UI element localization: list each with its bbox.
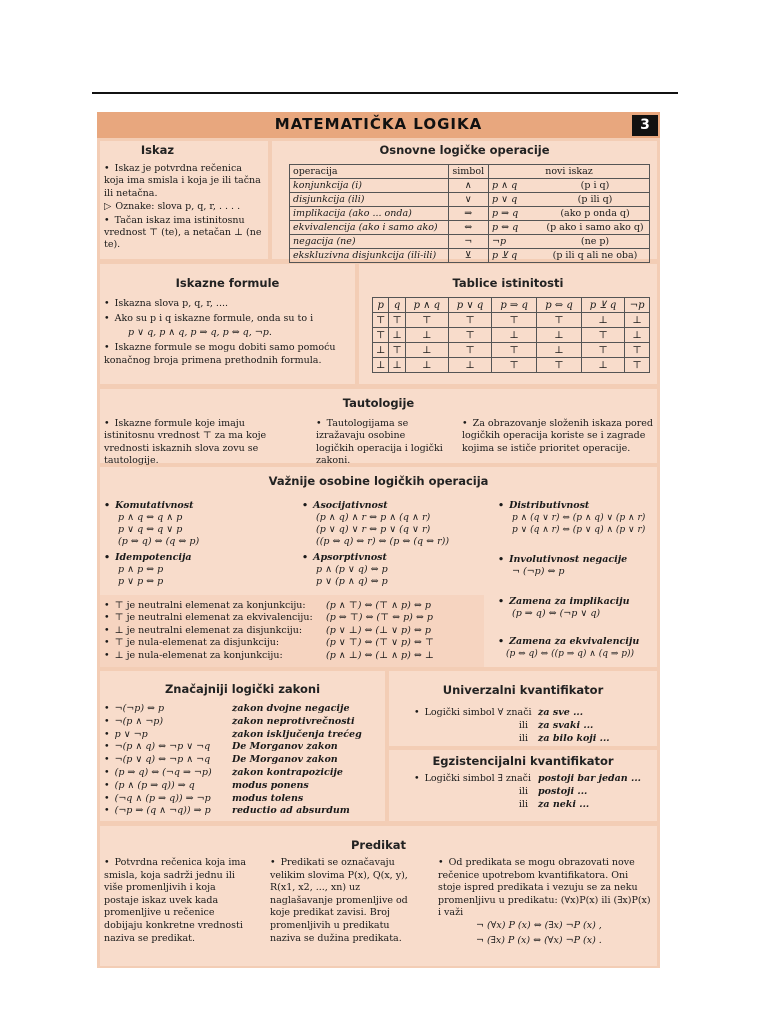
asocijativnost-line-2: (p ∨ q) ∨ r ⇔ p ∨ (q ∨ r) (316, 524, 431, 535)
komutativnost-name: • Komutativnost (104, 500, 294, 512)
asocijativnost-block (302, 500, 497, 548)
operacija-symbol: ∨ (448, 193, 489, 207)
zakon-name: De Morganov zakon (232, 754, 338, 766)
truth-cell: ⊥ (405, 358, 448, 373)
komutativnost-line-2: p ∨ q ⇔ q ∨ p (118, 524, 183, 535)
zakon-name: zakon isključenja trećeg (232, 728, 362, 740)
operacija-row (290, 207, 650, 221)
zamena-ekv-line: (p ⇔ q) ⇔ ((p ⇒ q) ∧ (q ⇒ p)) (506, 649, 635, 659)
zakon-formula: • (¬q ∧ (p ⇒ q)) ⇒ ¬p (104, 793, 232, 806)
operacija-reading: (ne p) (541, 235, 649, 249)
operacija-reading: (p ili q ali ne oba) (541, 249, 649, 263)
distributivnost-line-2: p ∨ (q ∧ r) ⇔ (p ∨ q) ∧ (p ∨ r) (512, 525, 646, 535)
tablice-heading: Tablice istinitosti (452, 276, 564, 290)
egzistencijalni-row (414, 786, 654, 799)
zakon-row (104, 729, 382, 742)
zakon-row (104, 780, 382, 793)
apsorptivnost-block (302, 552, 497, 588)
truth-row (373, 328, 650, 343)
zakon-name: modus ponens (232, 779, 309, 791)
predikat-col3: • Od predikata se mogu obrazovati nove rečenice upotrebom kvantifikatora. Oni stoje ispred predikata i vezuju se za neku promenljivu u predikatu: (∀x)P(x) ili (∃x)P(x) i važi (438, 857, 652, 920)
operacija-row (290, 249, 650, 263)
osobine-heading: Važnije osobine logičkih operacija (268, 474, 489, 488)
komutativnost-block (104, 500, 294, 548)
iskaz-text (104, 163, 264, 253)
tautologije-col1: • Iskazne formule koje imaju istinitosnu vrednost ⊤ za ma koje vrednosti iskaznih slova zovu se tautologije. (104, 418, 292, 468)
truth-cell: ⊤ (448, 343, 491, 358)
neutral-formula: (p ∧ ⊤) ⇔ (⊤ ∧ p) ⇔ p (326, 600, 431, 611)
col-novi-iskaz: novi iskaz (489, 165, 650, 179)
idempotencija-block (104, 552, 294, 588)
zakon-row (104, 703, 382, 716)
formule-item-4: • Iskazne formule se mogu dobiti samo pomoću konačnog broja primena prethodnih formula. (104, 341, 349, 368)
neutral-statement: • ⊤ je nula-elemenat za disjunkciju: (104, 637, 326, 649)
egzistencijalni-or: ili (518, 799, 528, 810)
neutral-statement: • ⊤ je neutralni elemenat za ekvivalenciju: (104, 612, 326, 624)
truth-cell: ⊥ (537, 343, 582, 358)
zakon-row (104, 741, 382, 754)
truth-cell: ⊥ (373, 343, 389, 358)
involutivnost-block (498, 554, 656, 578)
zakon-name: zakon kontrapozicije (232, 766, 343, 778)
operacije-header-row (290, 165, 650, 179)
operacija-name: ekskluzivna disjunkcija (ili-ili) (290, 249, 449, 263)
asocijativnost-name: • Asocijativnost (302, 500, 497, 512)
truth-cell: ⊤ (389, 343, 405, 358)
univerzalni-row (414, 720, 654, 733)
neutral-formula: (p ∧ ⊥) ⇔ (⊥ ∧ p) ⇔ ⊥ (326, 649, 434, 661)
involutivnost-line-1: ¬ (¬p) ⇔ p (512, 566, 565, 577)
neutral-statement: • ⊥ je nula-elemenat za konjunkciju: (104, 650, 326, 662)
truth-cell: ⊥ (405, 328, 448, 343)
univerzalni-meaning: za svaki ... (538, 720, 594, 731)
truth-cell: ⊥ (581, 358, 624, 373)
predikat-col2: • Predikati se označavaju velikim slovima P(x), Q(x, y), R(x1, x2, ..., xn) uz naglašavanje promenljive od koje predikat zavisi. Broj promenljivih u predikatu naziva se dužina predikata. (270, 857, 416, 945)
apsorptivnost-line-1: p ∧ (p ∨ q) ⇔ p (316, 564, 388, 575)
truth-cell: ⊤ (581, 328, 624, 343)
truth-row (373, 358, 650, 373)
iskaz-item-1: • Iskaz je potvrdna rečenica koja ima smisla i koja je ili tačna ili netačna. (104, 163, 264, 200)
formule-text (104, 297, 349, 369)
neutral-row (104, 612, 482, 624)
zakon-formula: • ¬(p ∧ q) ⇔ ¬p ∨ ¬q (104, 741, 232, 754)
zakon-name: De Morganov zakon (232, 741, 338, 753)
apsorptivnost-line-2: p ∨ (p ∧ q) ⇔ p (316, 576, 388, 587)
univerzalni-body (414, 707, 654, 746)
neutral-formula: (p ∨ ⊤) ⇔ (⊤ ∨ p) ⇔ ⊤ (326, 637, 434, 649)
operacija-reading: (p i q) (541, 179, 649, 193)
operacija-reading: (ako p onda q) (541, 207, 649, 221)
zamena-ekv-name: • Zamena za ekvivalenciju (498, 636, 656, 648)
truth-cell: ⊤ (373, 328, 389, 343)
zamena-impl-line: (p ⇒ q) ⇔ (¬p ∨ q) (512, 608, 601, 619)
neutral-row (104, 625, 482, 637)
truth-cell: ⊤ (625, 343, 650, 358)
zakon-row (104, 754, 382, 767)
zamena-impl-block (498, 596, 656, 620)
predikat-col1: • Potvrdna rečenica koja ima smisla, koja sadrži jednu ili više promenljivih i koja postaje iskaz uvek kada promenljive u rečenice dobijaju konkretne vrednosti naziva se predikat. (104, 857, 250, 945)
truth-cell: ⊤ (537, 358, 582, 373)
komutativnost-line-1: p ∧ q ⇔ q ∧ p (118, 512, 183, 523)
egzistencijalni-meaning: za neki ... (538, 799, 590, 810)
operacija-expression: ¬p (489, 235, 542, 249)
truth-cell: ⊤ (492, 313, 537, 328)
neutral-row (104, 600, 482, 612)
truth-cell: ⊥ (625, 328, 650, 343)
operacija-symbol: ⊻ (448, 249, 489, 263)
operacija-row (290, 193, 650, 207)
operacija-name: ekvivalencija (ako i samo ako) (290, 221, 449, 235)
operacija-name: disjunkcija (ili) (290, 193, 449, 207)
iskaz-item-3: • Tačan iskaz ima istinitosnu vrednost ⊤ (te), a netačan ⊥ (ne te). (104, 215, 264, 252)
operacija-expression: p ⇒ q (489, 207, 542, 221)
page-title: MATEMATIČKA LOGIKA (274, 115, 483, 133)
neutral-row (104, 637, 482, 649)
komutativnost-line-3: (p ⇔ q) ⇔ (q ⇔ p) (118, 536, 200, 547)
idempotencija-line-2: p ∨ p ⇔ p (118, 576, 164, 587)
egzistencijalni-or: ili (518, 786, 528, 797)
zakon-row (104, 767, 382, 780)
truth-cell: ⊥ (537, 328, 582, 343)
neutral-list (104, 600, 482, 662)
egzistencijalni-meaning: postoji ... (538, 786, 588, 797)
operacija-reading: (p ako i samo ako q) (541, 221, 649, 235)
egzistencijalni-body (414, 773, 654, 812)
operacija-symbol: ⇒ (448, 207, 489, 221)
truth-cell: ⊤ (537, 313, 582, 328)
truth-cell: ⊥ (492, 328, 537, 343)
truth-cell: ⊤ (389, 313, 405, 328)
truth-cell: ⊤ (448, 328, 491, 343)
col-operacija: operacija (290, 165, 449, 179)
neutral-formula: (p ∨ ⊥) ⇔ (⊥ ∨ p) ⇔ p (326, 624, 431, 636)
zakon-row (104, 793, 382, 806)
involutivnost-name: • Involutivnost negacije (498, 554, 656, 566)
zamena-ekv-block (498, 636, 656, 660)
truth-cell: ⊥ (389, 358, 405, 373)
zakon-name: zakon neprotivrečnosti (232, 715, 355, 727)
predikat-formula-1: ¬ (∀x) P (x) ⇔ (∃x) ¬P (x) , (476, 920, 602, 931)
iskaz-heading: Iskaz (140, 143, 175, 157)
truth-cell: ⊥ (405, 343, 448, 358)
truth-header-cell: p ∧ q (405, 298, 448, 313)
truth-header-cell: p ⇒ q (492, 298, 537, 313)
truth-cell: ⊤ (625, 358, 650, 373)
distributivnost-line-1: p ∧ (q ∨ r) ⇔ (p ∧ q) ∨ (p ∧ r) (512, 513, 646, 523)
egzistencijalni-lead: • Logički simbol ∃ znači (414, 773, 538, 786)
egzistencijalni-row (414, 773, 654, 786)
asocijativnost-line-1: (p ∧ q) ∧ r ⇔ p ∧ (q ∧ r) (316, 512, 431, 523)
truth-cell: ⊤ (492, 358, 537, 373)
truth-cell: ⊥ (625, 313, 650, 328)
univerzalni-or: ili (518, 720, 528, 731)
formule-item-1: • Iskazna slova p, q, r, .... (104, 297, 349, 311)
operacija-name: konjunkcija (i) (290, 179, 449, 193)
operacija-symbol: ∧ (448, 179, 489, 193)
operacije-table (289, 164, 650, 263)
truth-header-cell: p ⇔ q (537, 298, 582, 313)
truth-cell: ⊥ (373, 358, 389, 373)
operacija-expression: p ⊻ q (489, 249, 542, 263)
univerzalni-lead: • Logički simbol ∀ znači (414, 707, 538, 720)
truth-header-cell: p ⊻ q (581, 298, 624, 313)
univerzalni-meaning: za bilo koji ... (538, 733, 610, 744)
neutral-statement: • ⊥ je neutralni elemenat za disjunkciju: (104, 625, 326, 637)
univerzalni-or: ili (518, 733, 528, 744)
operacija-expression: p ⇔ q (489, 221, 542, 235)
iskaz-item-2: ▷ Oznake: slova p, q, r, . . . . (104, 201, 264, 213)
zakon-formula: • ¬(p ∨ q) ⇔ ¬p ∧ ¬q (104, 754, 232, 767)
univerzalni-meaning: za sve ... (538, 707, 583, 718)
zakon-formula: • ¬(¬p) ⇔ p (104, 703, 232, 716)
apsorptivnost-name: • Apsorptivnost (302, 552, 497, 564)
idempotencija-line-1: p ∧ p ⇔ p (118, 564, 164, 575)
operacija-reading: (p ili q) (541, 193, 649, 207)
zakon-name: zakon dvojne negacije (232, 703, 350, 714)
operacija-symbol: ⇔ (448, 221, 489, 235)
predikat-heading: Predikat (351, 838, 406, 852)
distributivnost-name: • Distributivnost (498, 500, 656, 512)
formule-item-2: • Ako su p i q iskazne formule, onda su to i (104, 312, 349, 326)
idempotencija-name: • Idempotencija (104, 552, 294, 564)
zamena-impl-name: • Zamena za implikaciju (498, 596, 656, 608)
operacija-expression: p ∨ q (489, 193, 542, 207)
zakoni-list (104, 703, 382, 818)
neutral-row (104, 650, 482, 662)
truth-row (373, 313, 650, 328)
truth-cell: ⊥ (389, 328, 405, 343)
truth-cell: ⊤ (492, 343, 537, 358)
truth-header-cell: q (389, 298, 405, 313)
truth-header-cell: ¬p (625, 298, 650, 313)
asocijativnost-line-3: ((p ⇔ q) ⇔ r) ⇔ (p ⇔ (q ⇔ r)) (316, 536, 450, 547)
zakon-name: modus tolens (232, 792, 304, 804)
neutral-formula: (p ⇔ ⊤) ⇔ (⊤ ⇔ p) ⇔ p (326, 612, 433, 624)
truth-cell: ⊥ (448, 358, 491, 373)
truth-row (373, 343, 650, 358)
truth-header-cell: p ∨ q (448, 298, 491, 313)
neutral-statement: • ⊤ je neutralni elemenat za konjunkciju: (104, 600, 326, 612)
tautologije-col2: • Tautologijama se izražavaju osobine logičkih operacija i logički zakoni. (316, 418, 446, 468)
tautologije-col3: • Za obrazovanje složenih iskaza pored logičkih operacija koriste se i zagrade kojima se ističe prioritet operacije. (462, 418, 654, 455)
truth-cell: ⊤ (405, 313, 448, 328)
page-number: 3 (632, 115, 658, 136)
title-bar (97, 112, 660, 138)
zakon-formula: • p ∨ ¬p (104, 729, 232, 742)
operacija-row (290, 179, 650, 193)
truth-cell: ⊤ (448, 313, 491, 328)
formule-heading: Iskazne formule (175, 276, 280, 290)
truth-table (372, 297, 650, 373)
univerzalni-heading: Univerzalni kvantifikator (442, 683, 604, 697)
operacija-name: implikacija (ako ... onda) (290, 207, 449, 221)
zakoni-heading: Značajniji logički zakoni (164, 682, 321, 696)
zakon-formula: • (¬p ⇒ (q ∧ ¬q)) ⇒ p (104, 805, 232, 818)
egzistencijalni-meaning: postoji bar jedan ... (538, 773, 641, 784)
operacija-symbol: ¬ (448, 235, 489, 249)
truth-cell: ⊤ (373, 313, 389, 328)
operacija-row (290, 221, 650, 235)
formule-item-3: p ∨ q, p ∧ q, p ⇒ q, p ⇔ q, ¬p. (128, 327, 272, 338)
operacije-heading: Osnovne logičke operacije (379, 143, 550, 157)
univerzalni-row (414, 733, 654, 746)
zakon-formula: • ¬(p ∧ ¬p) (104, 716, 232, 729)
tautologije-heading: Tautologije (342, 396, 415, 410)
zakon-formula: • (p ⇒ q) ⇔ (¬q ⇒ ¬p) (104, 767, 232, 780)
egzistencijalni-heading: Egzistencijalni kvantifikator (432, 754, 614, 768)
col-simbol: simbol (448, 165, 489, 179)
truth-cell: ⊥ (581, 313, 624, 328)
zakon-row (104, 805, 382, 818)
predikat-formula-2: ¬ (∃x) P (x) ⇔ (∀x) ¬P (x) . (476, 935, 602, 946)
operacija-row (290, 235, 650, 249)
operacija-name: negacija (ne) (290, 235, 449, 249)
operacija-expression: p ∧ q (489, 179, 542, 193)
distributivnost-block (498, 500, 656, 536)
zakon-row (104, 716, 382, 729)
zakon-formula: • (p ∧ (p ⇒ q)) ⇒ q (104, 780, 232, 793)
zakon-name: reductio ad absurdum (232, 805, 350, 817)
truth-header-cell: p (373, 298, 389, 313)
egzistencijalni-row (414, 799, 654, 812)
univerzalni-row (414, 707, 654, 720)
top-rule (92, 92, 678, 94)
truth-cell: ⊤ (581, 343, 624, 358)
